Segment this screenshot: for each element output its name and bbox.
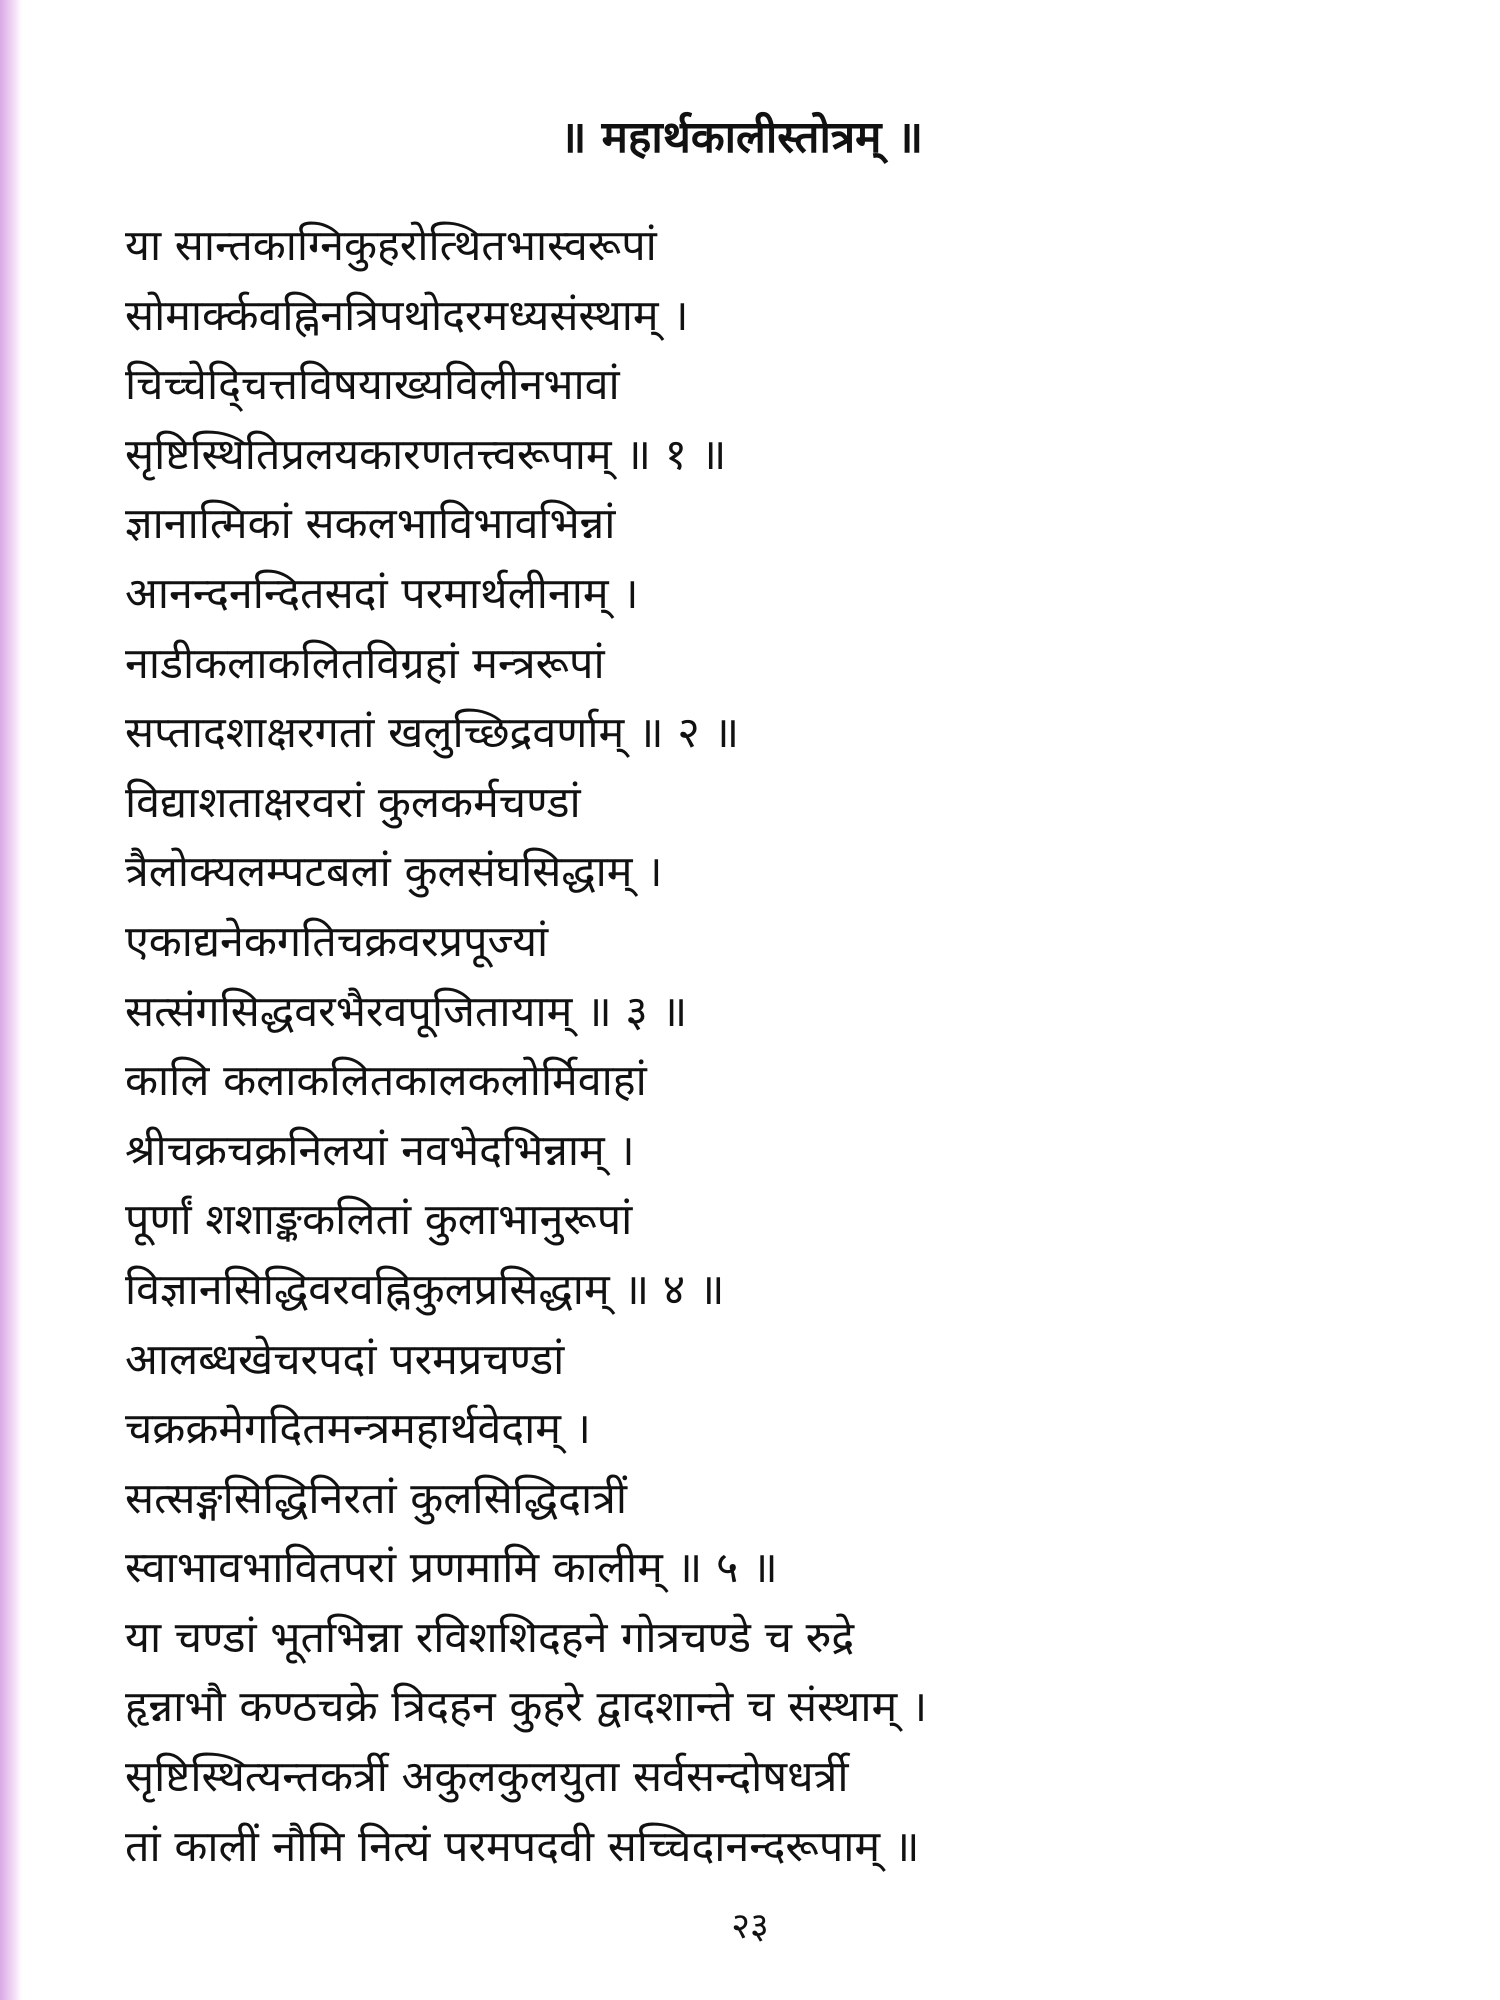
verse-line: कालि कलाकलितकालकलोर्मिवाहां: [125, 1056, 647, 1107]
verse-line: आलब्धखेचरपदां परमप्रचण्डां: [125, 1334, 565, 1385]
verse-line: तां कालीं नौमि नित्यं परमपदवी सच्चिदानन्दरूपाम् ॥: [125, 1821, 920, 1872]
page-number: २३: [731, 1906, 769, 1947]
verse-line: ज्ञानात्मिकां सकलभाविभावभिन्नां: [125, 499, 616, 550]
verse-line: विद्याशताक्षरवरां कुलकर्मचण्डां: [125, 777, 581, 828]
verse-line: चक्रक्रमेगदितमन्त्रमहार्थवेदाम् ।: [125, 1404, 591, 1455]
verse-block: [125, 212, 1355, 1882]
verse-line: चिच्चेदि्चत्तविषयाख्यविलीनभावां: [125, 360, 620, 411]
verse-line: पूर्णां शशाङ्ककलितां कुलाभानुरूपां: [125, 1195, 633, 1246]
verse-line: हृन्नाभौ कण्ठचक्रे त्रिदहन कुहरे द्वादशान्ते च संस्थाम् ।: [125, 1682, 928, 1733]
verse-line: सप्तादशाक्षरगतां खलुच्छिद्रवर्णाम् ॥ २ ॥: [125, 708, 740, 759]
page-edge-tint: [0, 0, 22, 2000]
verse-line: श्रीचक्रचक्रनिलयां नवभेदभिन्नाम् ।: [125, 1125, 635, 1176]
verse-line: आनन्दनन्दितसदां परमार्थलीनाम् ।: [125, 568, 639, 619]
verse-line: त्रैलोक्यलम्पटबलां कुलसंघसिद्धाम् ।: [125, 847, 663, 898]
verse-line: विज्ञानसिद्धिवरवह्निकुलप्रसिद्धाम् ॥ ४ ॥: [125, 1264, 725, 1315]
verse-line: सृष्टिस्थित्यन्तकर्त्री अकुलकुलयुता सर्वसन्दोषधर्त्री: [125, 1752, 849, 1803]
verse-line: या सान्तकाग्निकुहरोत्थितभास्वरूपां: [125, 221, 657, 271]
verse-line: सत्सङ्गसिद्धिनिरतां कुलसिद्धिदात्रीं: [125, 1473, 627, 1524]
verse-line: सृष्टिस्थितिप्रलयकारणतत्त्वरूपाम् ॥ १ ॥: [125, 429, 727, 480]
verse-line: नाडीकलाकलितविग्रहां मन्त्ररूपां: [125, 638, 605, 689]
verse-line: स्वाभावभावितपरां प्रणमामि कालीम् ॥ ५ ॥: [125, 1543, 778, 1594]
verse-line: एकाद्यनेकगतिचक्रवरप्रपूज्यां: [125, 916, 549, 967]
verse-line: सोमार्क्कवह्निनत्रिपथोदरमध्यसंस्थाम् ।: [125, 290, 689, 341]
verse-line: या चण्डां भूतभिन्ना रविशशिदहने गोत्रचण्डे च रुद्रे: [125, 1612, 855, 1663]
verse-line: सत्संगसिद्धवरभैरवपूजितायाम् ॥ ३ ॥: [125, 986, 688, 1037]
page-title: ॥ महार्थकालीस्तोत्रम् ॥: [560, 112, 924, 163]
